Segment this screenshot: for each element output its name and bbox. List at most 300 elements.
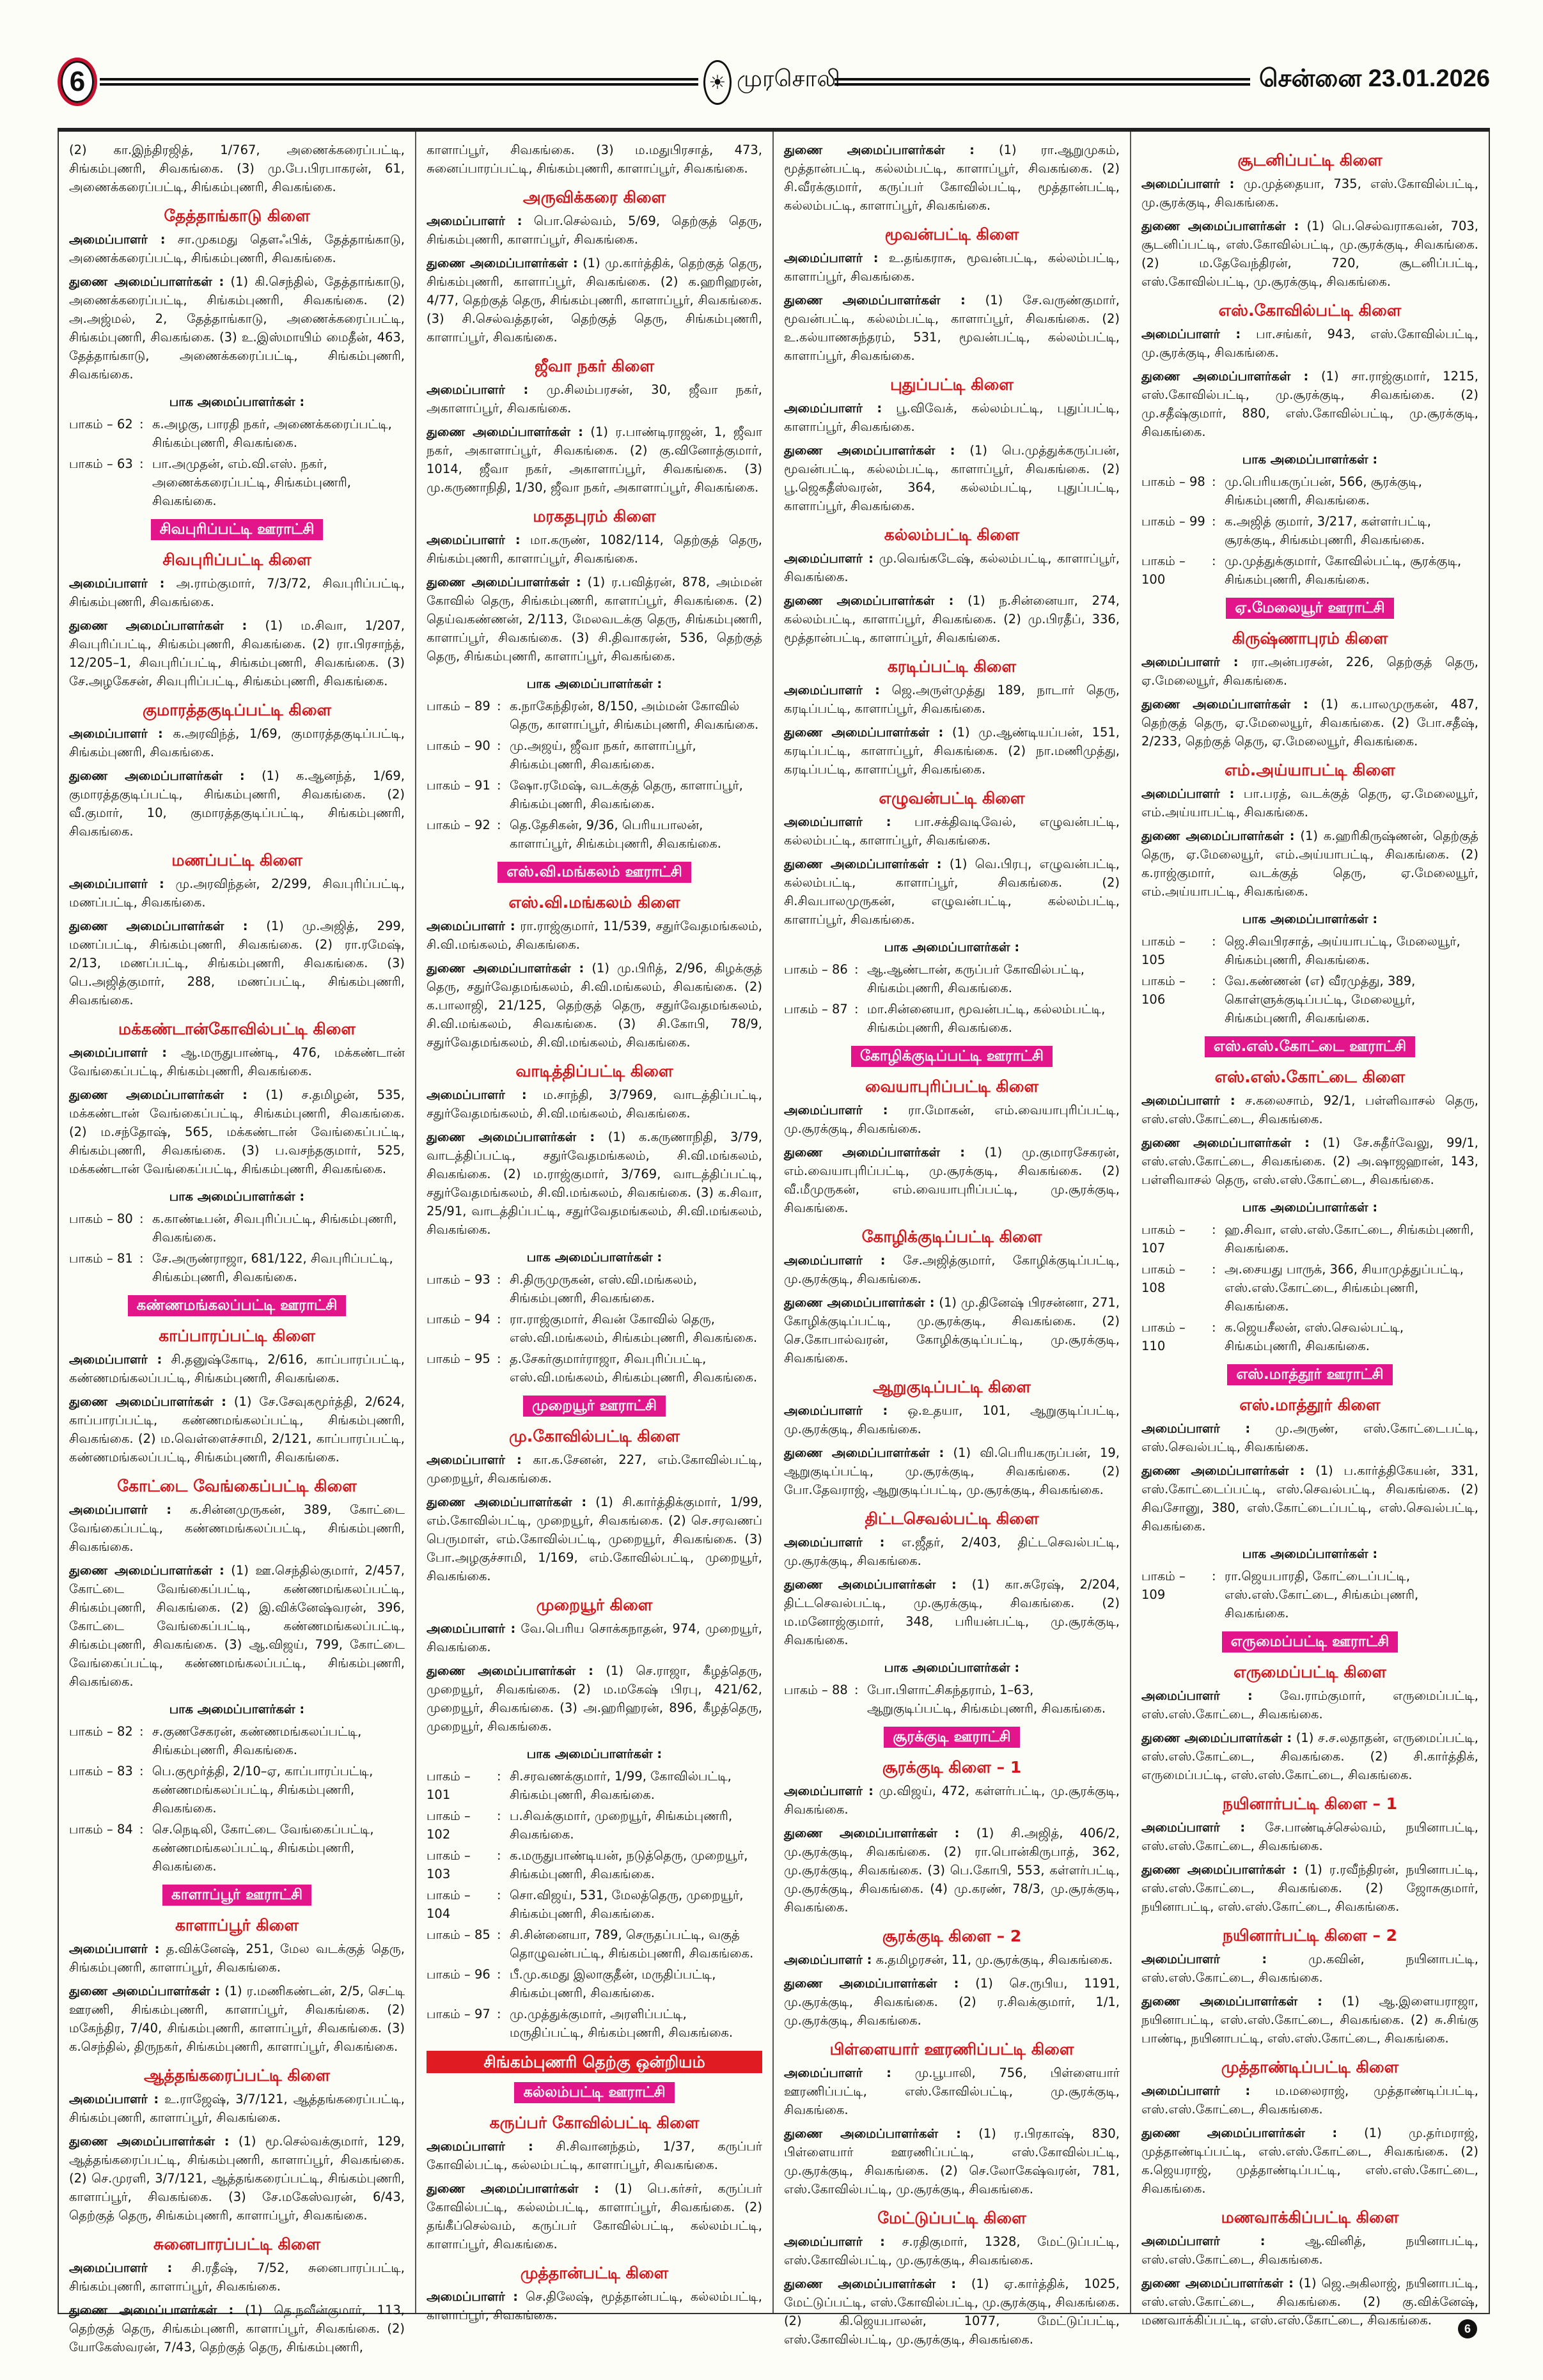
column-1	[59, 132, 416, 2354]
organizer-entry	[1141, 2081, 1478, 2119]
branch-heading: எஸ்.மாத்தூர் கிளை	[1239, 1396, 1381, 1414]
deputy-organizers-entry	[1141, 367, 1478, 441]
entry-label: துணை அமைப்பாளர்கள் :	[69, 768, 245, 783]
separator: :	[139, 1822, 144, 1837]
organizer-entry	[1141, 1686, 1478, 1723]
branch-heading: கருப்பர் கோவில்பட்டி கிளை	[489, 2113, 700, 2132]
entry-label: துணை அமைப்பாளர்கள் :	[1141, 1994, 1322, 2009]
entry-text: ச.ரதிகுமார், 1328, மேட்டுப்பட்டி, எஸ்.கோவில்பட்டி, மு.சூரக்குடி, சிவகங்கை.	[784, 2234, 1120, 2267]
organizer-entry	[784, 1101, 1120, 1138]
entry-text: காளாப்பூர், சிவகங்கை. (3) ம.மதுபிரசாத், 473, சுனைப்பாரப்பட்டி, சிங்கம்புணரி, காளாப்பூர், சிவகங்கை.	[427, 143, 762, 176]
separator: :	[139, 456, 144, 471]
booth-number: பாகம் – 84	[69, 1822, 133, 1837]
entry-text: சா.முகமது தௌஃபிக், தேத்தாங்காடு, அணைக்கரைப்பட்டி, சிங்கம்புணரி, சிவகங்கை.	[69, 232, 405, 265]
entry-text: உ.தங்கராசு, மூவன்பட்டி, கல்லம்பட்டி, காளாப்பூர், சிவகங்கை.	[784, 251, 1120, 284]
booth-organizer: ஜெ.சிவபிரசாத், அய்யாபட்டி, மேலையூர், சிங்கம்புணரி, சிவகங்கை.	[1225, 934, 1461, 967]
booth-organizer: சி.சின்னையா, 789, செருதப்பட்டி, வகுத் தொழுவன்பட்டி, சிங்கம்புணரி, சிவகங்கை.	[510, 1927, 754, 1961]
entry-text: (1) ம.சிவா, 1/207, சிவபுரிப்பட்டி, சிங்கம்புணரி, சிவகங்கை. (2) ரா.பிரசாந்த், 12/205–1, சிவபுரிப்பட்டி, சிங்கம்புணரி, சிவகங்கை. (3) சே.அழகேசன், சிவபுரிப்பட்டி, சிங்கம்புணரி, சிவகங்கை.	[69, 618, 405, 688]
separator: :	[854, 1002, 859, 1016]
entry-text: மு.சிலம்பரசன், 30, ஜீவா நகர், அகாளாப்பூர், சிவகங்கை.	[427, 382, 762, 416]
booth-number: பாகம் – 89	[427, 699, 490, 713]
entry-label: துணை அமைப்பாளர்கள் :	[1141, 697, 1308, 712]
masthead: முரசொலி	[737, 65, 840, 91]
booth-organizer: சி.சரவணக்குமார், 1/99, கோவில்பட்டி, சிங்கம்புணரி, சிவகங்கை.	[510, 1769, 732, 1802]
booth-entry	[427, 1270, 762, 1307]
entry-text: (1) ர.பாண்டிராஜன், 1, ஜீவா நகர், அகாளாப்பூர், சிவகங்கை. (2) கு.வினோத்குமார், 1014, ஜீவா நகர், அகாளாப்பூர், சிவகங்கை. (3) மு.கருணாநிதி, 1/30, ஜீவா நகர், அகாளாப்பூர், சிவகங்கை.	[427, 424, 763, 495]
organizer-entry	[69, 574, 405, 611]
booth-number: பாகம் – 92	[427, 818, 490, 832]
booth-entry	[427, 1807, 762, 1844]
entry-label: துணை அமைப்பாளர்கள் :	[427, 575, 581, 589]
separator: :	[1212, 554, 1216, 568]
entry-label: அமைப்பாளர் :	[69, 1352, 162, 1367]
branch-heading: புதுப்பட்டி கிளை	[890, 375, 1014, 394]
branch-heading: தேத்தாங்காடு கிளை	[164, 206, 310, 225]
panchayat-heading: எஸ்.எஸ்.கோட்டை ஊராட்சி	[1205, 1036, 1415, 1057]
entry-text: (1) ர.பிரகாஷ், 830, பிள்ளையார் ஊரணிப்பட்டி, எஸ்.கோவில்பட்டி, மு.சூரக்குடி, சிவகங்கை. (2) செ.லோகேஷ்வரன், 781, எஸ்.கோவில்பட்டி, மு.சூரக்குடி, சிவகங்கை.	[784, 2126, 1120, 2197]
deputy-organizers-entry	[1141, 1729, 1478, 1784]
entry-label: அமைப்பாளர் :	[1141, 786, 1235, 801]
entry-label: துணை அமைப்பாளர்கள் :	[784, 1445, 944, 1460]
booth-organizers-heading: பாக அமைப்பாளர்கள் :	[884, 1660, 1020, 1675]
organizer-entry	[1141, 1091, 1478, 1128]
booth-number: பாகம் – 97	[427, 2007, 490, 2021]
booth-organizer: ப.சிவக்குமார், முறையூர், சிங்கம்புணரி, சிவகங்கை.	[510, 1808, 733, 1842]
entry-label: துணை அமைப்பாளர்கள் :	[69, 1563, 224, 1578]
booth-number: பாகம் – 109	[1141, 1569, 1186, 1602]
organizer-entry	[427, 1451, 762, 1488]
booth-entry	[1141, 1260, 1478, 1316]
entry-text: (1) மு.தினேஷ் பிரசன்னா, 271, கோழிக்குடிப்பட்டி, மு.சூரக்குடி, சிவகங்கை. (2) செ.கோபால்வரன், கோழிக்குடிப்பட்டி, மு.சூரக்குடி, சிவகங்கை.	[784, 1295, 1120, 1365]
deputy-organizers-entry	[784, 855, 1120, 929]
entry-text: ம.மலைராஜ், முத்தாண்டிப்பட்டி, எஸ்.எஸ்.கோட்டை, சிவகங்கை.	[1141, 2083, 1478, 2117]
entry-text: (1) ந.சின்னையா, 274, கல்லம்பட்டி, காளாப்பூர், சிவகங்கை. (2) மு.பிரதீப், 336, மூத்தான்பட்டி, காளாப்பூர், சிவகங்கை.	[784, 593, 1120, 645]
entry-label: அமைப்பாளர் :	[784, 1952, 872, 1967]
entry-label: துணை அமைப்பாளர்கள் :	[1141, 1135, 1310, 1150]
organizer-entry	[427, 917, 762, 954]
booth-organizer: த.சேகர்குமார்ராஜா, சிவபுரிப்பட்டி, எஸ்.வி.மங்கலம், சிங்கம்புணரி, சிவகங்கை.	[510, 1351, 758, 1385]
entry-text: மு.கவின், நயினாபட்டி, எஸ்.எஸ்.கோட்டை, சிவகங்கை.	[1141, 1952, 1478, 1985]
booth-number: பாகம் – 62	[69, 417, 133, 432]
entry-label: துணை அமைப்பாளர்கள் :	[1141, 1862, 1298, 1877]
branch-heading: சிவபுரிப்பட்டி கிளை	[162, 550, 311, 569]
organizer-entry	[69, 1940, 405, 1977]
panchayat-heading: சிவபுரிப்பட்டி ஊராட்சி	[151, 519, 324, 540]
booth-entry	[427, 697, 762, 734]
separator: :	[139, 1251, 144, 1266]
branch-heading: சுனைபாரப்பட்டி கிளை	[153, 2235, 321, 2253]
entry-label: துணை அமைப்பாளர்கள் :	[1141, 219, 1299, 233]
deputy-organizers-entry	[69, 2301, 405, 2356]
entry-text: (1) சே.சுதீர்வேலு, 99/1, எஸ்.எஸ்.கோட்டை, சிவகங்கை. (2) அ.ஷாஜஹான், 143, பள்ளிவாசல் தெரு, எஸ்.எஸ்.கோட்டை, சிவகங்கை.	[1141, 1135, 1478, 1187]
entry-text: (1) சா.ராஜ்குமார், 1215, எஸ்.கோவில்பட்டி, மு.சூரக்குடி, சிவகங்கை. (2) மு.சதீஷ்குமார், 880, எஸ்.கோவில்பட்டி, மு.சூரக்குடி, சிவகங்கை.	[1141, 369, 1478, 439]
booth-number: பாகம் – 85	[427, 1927, 490, 1942]
organizer-entry	[1141, 1818, 1478, 1855]
entry-label: துணை அமைப்பாளர்கள் :	[784, 2276, 957, 2291]
entry-label: அமைப்பாளர் :	[427, 2139, 533, 2154]
booth-number: பாகம் – 99	[1141, 514, 1205, 529]
entry-text: ம.சாந்தி, 3/7969, வாடத்திப்பட்டி, சதுர்வேதமங்கலம், சி.வி.மங்கலம், சிவகங்கை.	[427, 1087, 762, 1121]
entry-label: அமைப்பாளர் :	[1141, 327, 1241, 341]
entry-label: துணை அமைப்பாளர்கள் :	[69, 274, 224, 289]
entry-text: (1) செ.ராஜா, கீழத்தெரு, முறையூர், சிவகங்கை. (2) ம.மகேஷ் பிரபு, 421/62, முறையூர், சிவகங்கை. (3) அ.ஹரிஹரன், 896, கீழத்தெரு, முறையூர், சிவகங்கை.	[427, 1663, 763, 1734]
entry-text: (1) கா.சுரேஷ், 2/204, திட்டசெவல்பட்டி, மு.சூரக்குடி, சிவகங்கை. (2) ம.மனோஜ்குமார், 348, பரியன்பட்டி, மு.சூரக்குடி, சிவகங்கை.	[784, 1577, 1120, 1647]
deputy-organizers-entry	[69, 1982, 405, 2056]
organizer-entry	[1141, 325, 1478, 362]
separator: :	[497, 1927, 501, 1942]
branch-heading: எஸ்.கோவில்பட்டி கிளை	[1218, 301, 1402, 320]
deputy-organizers-entry	[1141, 1461, 1478, 1536]
separator: :	[1212, 1262, 1216, 1277]
entry-label: அமைப்பாளர் :	[1141, 1820, 1246, 1835]
deputy-organizers-entry	[1141, 695, 1478, 751]
organizer-entry	[69, 2259, 405, 2296]
organizer-entry	[784, 1401, 1120, 1438]
panchayat-heading: கல்லம்பட்டி ஊராட்சி	[514, 2082, 674, 2103]
entry-text: (1) சே.வருண்குமார், மூவன்பட்டி, கல்லம்பட்டி, காளாப்பூர், சிவகங்கை. (2) உ.கல்யாணசுந்தரம், 531, மூவன்பட்டி, கல்லம்பட்டி, காளாப்பூர், சிவகங்கை.	[784, 293, 1120, 363]
deputy-organizers-entry	[784, 2124, 1120, 2198]
separator: :	[497, 1351, 501, 1366]
branch-heading: ஆறுகுடிப்பட்டி கிளை	[873, 1378, 1031, 1396]
separator: :	[497, 1312, 501, 1326]
booth-organizer: சொ.விஜய், 531, மேலத்தெரு, முறையூர், சிங்கம்புணரி, சிவகங்கை.	[510, 1888, 744, 1921]
separator: :	[139, 1211, 144, 1226]
organizer-entry	[784, 1533, 1120, 1570]
organizer-entry	[69, 230, 405, 267]
booth-number: பாகம் – 102	[427, 1808, 471, 1842]
entry-label: துணை அமைப்பாளர்கள் :	[784, 143, 975, 157]
entry-label: அமைப்பாளர் :	[427, 1087, 527, 1102]
booth-entry	[427, 1349, 762, 1387]
entry-text: (1) க.ஆனந்த், 1/69, குமாரத்தகுடிப்பட்டி, சிங்கம்புணரி, சிவகங்கை. (2) வீ.குமார், 10, குமாரத்தகுடிப்பட்டி, சிங்கம்புணரி, சிவகங்கை.	[69, 768, 405, 839]
booth-organizer: ச.குணசேகரன், கண்ணமங்கலப்பட்டி, சிங்கம்புணரி, சிவகங்கை.	[152, 1724, 362, 1757]
entry-label: துணை அமைப்பாளர்கள் :	[784, 443, 955, 458]
booth-organizer: மு.அஜய், ஜீவா நகர், காளாப்பூர், சிங்கம்புணரி, சிவகங்கை.	[510, 738, 696, 772]
header-rule-right	[834, 78, 1250, 86]
deputy-organizers-entry	[784, 291, 1120, 365]
entry-label: துணை அமைப்பாளர்கள் :	[784, 1976, 959, 1991]
booth-entry	[1141, 512, 1478, 549]
separator: :	[1212, 514, 1216, 529]
booth-organizer: பீ.மு.கமது இலாகுதீன், மருதிப்பட்டி, சிங்கம்புணரி, சிவகங்கை.	[510, 1967, 716, 2000]
deputy-organizers-entry	[1141, 2274, 1478, 2329]
organizer-entry	[784, 2064, 1120, 2119]
booth-number: பாகம் – 80	[69, 1211, 133, 1226]
branch-heading: முத்தாண்டிப்பட்டி கிளை	[1221, 2058, 1399, 2076]
entry-text: (1) மு.அஜித், 299, மணப்பட்டி, சிங்கம்புணரி, சிவகங்கை. (2) ரா.ரமேஷ், 2/13, மணப்பட்டி, சிங்கம்புணரி, சிவகங்கை. (3) பெ.அஜித்குமார், 288, மணப்பட்டி, சிங்கம்புணரி, சிவகங்கை.	[69, 919, 405, 1007]
entry-label: துணை அமைப்பாளர்கள் :	[784, 593, 954, 608]
branch-heading: முறையூர் கிளை	[536, 1596, 653, 1614]
organizer-entry	[784, 1251, 1120, 1288]
booth-entry	[69, 1762, 405, 1817]
entry-text: க.தமிழரசன், 11, மு.சூரக்குடி, சிவகங்கை.	[875, 1952, 1113, 1967]
entry-label: துணை அமைப்பாளர்கள் :	[69, 1087, 247, 1102]
entry-text: மா.கருண், 1082/114, தெற்குத் தெரு, சிங்கம்புணரி, காளாப்பூர், சிவகங்கை.	[427, 533, 762, 566]
entry-text: (1) ரா.ஆறுமுகம், மூத்தான்பட்டி, கல்லம்பட்டி, காளாப்பூர், சிவகங்கை. (2) சி.வீரக்குமார், கருப்பர் கோவில்பட்டி, மூத்தான்பட்டி, கல்லம்பட்டி, காளாப்பூர், சிவகங்கை.	[784, 143, 1120, 213]
branch-heading: எம்.அய்யாபட்டி கிளை	[1225, 761, 1395, 779]
booth-entry	[1141, 552, 1478, 589]
page-number-badge: 6	[58, 58, 97, 106]
panchayat-heading: காளாப்பூர் ஊராட்சி	[162, 1885, 311, 1906]
booth-entry	[427, 1767, 762, 1804]
organizer-entry	[1141, 1950, 1478, 1987]
separator: :	[497, 738, 501, 753]
entry-label: துணை அமைப்பாளர்கள் :	[427, 1663, 593, 1678]
deputy-organizers-entry	[427, 1128, 762, 1239]
entry-label: துணை அமைப்பாளர்கள் :	[784, 1826, 960, 1840]
entry-label: துணை அமைப்பாளர்கள் :	[784, 1145, 966, 1160]
organizer-entry	[427, 380, 762, 417]
entry-text: (1) ச.ச.லதாதன், எருமைப்பட்டி, எஸ்.எஸ்.கோட்டை, சிவகங்கை. (2) சி.கார்த்திக், எருமைப்பட்டி, எஸ்.எஸ்.கோட்டை, சிவகங்கை.	[1141, 1731, 1478, 1782]
deputy-organizers-entry	[784, 441, 1120, 515]
entry-label: அமைப்பாளர் :	[427, 919, 515, 933]
entry-label: அமைப்பாளர் :	[1141, 1093, 1235, 1108]
entry-label: துணை அமைப்பாளர்கள் :	[69, 1394, 226, 1409]
separator: :	[1212, 1569, 1216, 1583]
deputy-organizers-entry	[427, 423, 762, 497]
header-rule-left	[100, 78, 698, 86]
booth-organizer: சி.திருமுருகன், எஸ்.வி.மங்கலம், சிங்கம்புணரி, சிவகங்கை.	[510, 1272, 698, 1305]
entry-text: (1) சி.அஜித், 406/2, மு.சூரக்குடி, சிவகங்கை. (2) ரா.பொன்கிருபாத், 362, மு.சூரக்குடி, சிவகங்கை. (3) பெ.கோபி, 553, கள்ளர்பட்டி, மு.சூரக்குடி, சிவகங்கை. (4) மு.கரண், 78/3, மு.சூரக்குடி, சிவகங்கை.	[784, 1826, 1120, 1915]
branch-heading: கோட்டை வேங்கைப்பட்டி கிளை	[117, 1477, 357, 1495]
branch-heading: குமாரத்தகுடிப்பட்டி கிளை	[142, 701, 332, 719]
booth-number: பாகம் – 90	[427, 738, 490, 753]
entry-text: (1) மூ.செல்வக்குமார், 129, ஆத்தங்கரைப்பட்டி, சிங்கம்புணரி, காளாப்பூர், சிவகங்கை. (2) செ.முரளி, 3/7/121, ஆத்தங்கரைப்பட்டி, சிங்கம்புணரி, காளாப்பூர், சிவகங்கை. (3) சே.மகேஸ்வரன், 6/43, தெற்குத் தெரு, சிங்கம்புணரி, காளாப்பூர், சிவகங்கை.	[69, 2134, 405, 2223]
entry-text: பா.சங்கர், 943, எஸ்.கோவில்பட்டி, மு.சூரக்குடி, சிவகங்கை.	[1141, 327, 1478, 360]
entry-label: அமைப்பாளர் :	[1141, 1952, 1267, 1966]
entry-label: அமைப்பாளர் :	[784, 1103, 888, 1117]
booth-organizers-heading: பாக அமைப்பாளர்கள் :	[526, 676, 662, 691]
booth-number: பாகம் – 96	[427, 1967, 490, 1982]
booth-number: பாகம் – 93	[427, 1272, 490, 1287]
booth-organizer: செ.நெடிலி, கோட்டை வேங்கைப்பட்டி, கண்ணமங்கலப்பட்டி, சிங்கம்புணரி, சிவகங்கை.	[152, 1822, 374, 1874]
branch-heading: எருமைப்பட்டி கிளை	[1234, 1663, 1386, 1681]
entry-text: மு.அருண், எஸ்.கோட்டைபட்டி, எஸ்.செவல்பட்டி, சிவகங்கை.	[1141, 1421, 1478, 1454]
branch-heading: வையாபுரிப்பட்டி கிளை	[865, 1077, 1039, 1096]
organizer-entry	[427, 212, 762, 249]
booth-organizer: க.நாகேந்திரன், 8/150, அம்மன் கோவில் தெரு, காளாப்பூர், சிங்கம்புணரி, சிவகங்கை.	[510, 699, 759, 732]
booth-number: பாகம் – 63	[69, 456, 133, 471]
booth-organizer: தெ.தேசிகன், 9/36, பெரியபாலன், காளாப்பூர், சிங்கம்புணரி, சிவகங்கை.	[510, 818, 721, 851]
separator: :	[854, 962, 859, 977]
entry-label: துணை அமைப்பாளர்கள் :	[427, 1495, 587, 1509]
booth-organizer: ஷோ.ரமேஷ், வடக்குத் தெரு, காளாப்பூர், சிங்கம்புணரி, சிவகங்கை.	[510, 778, 743, 811]
branch-heading: மரகதபுரம் கிளை	[533, 507, 656, 525]
booth-entry	[427, 1846, 762, 1883]
branch-heading: ஆத்தங்கரைப்பட்டி கிளை	[143, 2066, 331, 2085]
entry-label: துணை அமைப்பாளர்கள் :	[1141, 1731, 1292, 1745]
deputy-organizers-entry	[784, 723, 1120, 779]
booth-entry	[1141, 932, 1478, 969]
organizer-entry	[1141, 175, 1478, 212]
deputy-organizers-entry	[427, 2179, 762, 2253]
booth-entry	[1141, 1220, 1478, 1257]
panchayat-heading: ஏ.மேலையூர் ஊராட்சி	[1226, 598, 1393, 619]
branch-heading: சூரக்குடி கிளை – 2	[882, 1927, 1022, 1945]
column-4	[1131, 132, 1489, 2328]
booth-number: பாகம் – 81	[69, 1251, 133, 1266]
deputy-organizers-entry	[1141, 1133, 1478, 1189]
entry-label: துணை அமைப்பாளர்கள் :	[69, 618, 247, 633]
booth-number: பாகம் – 110	[1141, 1320, 1186, 1353]
entry-text: (1) வி.பெரியகருப்பன், 19, ஆறுகுடிப்பட்டி, மு.சூரக்குடி, சிவகங்கை. (2) போ.தேவராஜ், ஆறுகுடிப்பட்டி, மு.சூரக்குடி, சிவகங்கை.	[784, 1445, 1120, 1497]
entry-text: (1) க.ஹரிகிருஷ்ணன், தெற்குத் தெரு, ஏ.மேலையூர், எம்.அய்யாபட்டி, சிவகங்கை. (2) க.ராஜ்குமார், வடக்குத் தெரு, ஏ.மேலையூர், எம்.அய்யாபட்டி, சிவகங்கை.	[1141, 828, 1478, 899]
entry-text: ஆ.வினித், நயினாபட்டி, எஸ்.எஸ்.கோட்டை, சிவகங்கை.	[1141, 2234, 1478, 2267]
entry-text: (1) செ.ருபிய, 1191, மு.சூரக்குடி, சிவகங்கை. (2) ர.சிவக்குமார், 1/1, மு.சூரக்குடி, சிவகங்கை.	[784, 1976, 1120, 2028]
branch-heading: எஸ்.எஸ்.கோட்டை கிளை	[1214, 1068, 1406, 1086]
branch-heading: மு.கோவில்பட்டி கிளை	[508, 1427, 680, 1445]
booth-entry	[427, 1310, 762, 1347]
organizer-entry	[784, 249, 1120, 286]
entry-text: (2) கா.இந்திரஜித், 1/767, அணைக்கரைப்பட்டி, சிங்கம்புணரி, சிவகங்கை. (3) மு.பே.பிரபாகரன், 61, அணைக்கரைப்பட்டி, சிங்கம்புணரி, சிவகங்கை.	[69, 143, 405, 194]
entry-text: (1) மு.கார்த்திக், தெற்குத் தெரு, சிங்கம்புணரி, காளாப்பூர், சிவகங்கை. (2) க.ஹரிஹரன், 4/77, தெற்குத் தெரு, சிங்கம்புணரி, காளாப்பூர், சிவகங்கை. (3) சி.செல்வத்தரன், தெற்குத் தெரு, சிங்கம்புணரி, காளாப்பூர், சிவகங்கை.	[427, 256, 762, 345]
entry-text: (1) ப.கார்த்திகேயன், 331, எஸ்.கோட்டைப்பட்டி, எஸ்.செவல்பட்டி, சிவகங்கை. (2) சிவசோனு, 380, எஸ்.கோட்டைப்பட்டி, எஸ்.செவல்பட்டி, சிவகங்கை.	[1141, 1463, 1479, 1534]
entry-text: வே.ராம்குமார், எருமைப்பட்டி, எஸ்.எஸ்.கோட்டை, சிவகங்கை.	[1141, 1688, 1478, 1722]
entry-label: அமைப்பாளர் :	[784, 1784, 873, 1798]
panchayat-heading: கண்ணமங்கலப்பட்டி ஊராட்சி	[128, 1295, 347, 1316]
entry-text: பொ.செல்வம், 5/69, தெற்குத் தெரு, சிங்கம்புணரி, காளாப்பூர், சிவகங்கை.	[427, 214, 762, 247]
booth-organizer: சே.அருண்ராஜா, 681/122, சிவபுரிப்பட்டி, சிங்கம்புணரி, சிவகங்கை.	[152, 1251, 393, 1284]
organizer-entry	[1141, 653, 1478, 690]
entry-text: சே.பாண்டிச்செல்வம், நயினாபட்டி, எஸ்.எஸ்.கோட்டை, சிவகங்கை.	[1141, 1820, 1478, 1853]
entry-text: மு.பூபாலி, 756, பிள்ளையார் ஊரணிப்பட்டி, எஸ்.கோவில்பட்டி, மு.சூரக்குடி, சிவகங்கை.	[784, 2065, 1120, 2117]
branch-heading: கரடிப்பட்டி கிளை	[887, 657, 1017, 676]
entry-text: பா.சக்திவடிவேல், எழுவன்பட்டி, கல்லம்பட்டி, காளாப்பூர், சிவகங்கை.	[784, 814, 1120, 848]
entry-text: ரா.மோகன், எம்.வையாபுரிப்பட்டி, மு.சூரக்குடி, சிவகங்கை.	[784, 1103, 1120, 1136]
branch-heading: கிருஷ்ணாபுரம் கிளை	[1232, 629, 1388, 648]
entry-text: அ.ராம்குமார், 7/3/72, சிவபுரிப்பட்டி, சிங்கம்புணரி, சிவகங்கை.	[69, 576, 405, 609]
separator: :	[139, 1724, 144, 1739]
panchayat-heading: எஸ்.வி.மங்கலம் ஊராட்சி	[497, 862, 691, 883]
branch-heading: நயினார்பட்டி கிளை – 1	[1222, 1794, 1398, 1813]
deputy-organizers-entry	[69, 1392, 405, 1466]
branch-heading: ஜீவா நகர் கிளை	[534, 357, 655, 375]
entry-label: அமைப்பாளர் :	[784, 814, 891, 829]
deputy-organizers-entry	[784, 1824, 1120, 1917]
deputy-organizers-entry	[69, 616, 405, 690]
booth-number: பாகம் – 100	[1141, 554, 1186, 587]
entry-text: (1) ர.பவித்ரன், 878, அம்மன் கோவில் தெரு, சிங்கம்புணரி, காளாப்பூர், சிவகங்கை. (2) தெய்வகண்ணன், 2/113, மேலவடக்கு தெரு, சிங்கம்புணரி, காளாப்பூர், சிவகங்கை. (3) சி.திவாகரன், 536, தெற்குத் தெரு, சிங்கம்புணரி, காளாப்பூர், சிவகங்கை.	[427, 575, 762, 664]
booth-organizer: மு.பெரியகருப்பன், 566, சூரக்குடி, சிங்கம்புணரி, சிவகங்கை.	[1225, 474, 1422, 508]
entry-text: (1) க.கருணாநிதி, 3/79, வாடத்திப்பட்டி, சதுர்வேதமங்கலம், சி.வி.மங்கலம், சிவகங்கை. (2) ம.ராஜ்குமார், 3/769, வாடத்திப்பட்டி, சதுர்வேதமங்கலம், சி.வி.மங்கலம், சிவகங்கை. (3) க.சிவா, 25/91, வாடத்திப்பட்டி, சதுர்வேதமங்கலம், சி.வி.மங்கலம், சிவகங்கை.	[427, 1130, 762, 1237]
entry-label: துணை அமைப்பாளர்கள் :	[427, 2181, 599, 2196]
booth-entry	[427, 2005, 762, 2042]
branch-heading: மணவாக்கிப்பட்டி கிளை	[1221, 2208, 1399, 2227]
entry-label: துணை அமைப்பாளர்கள் :	[784, 857, 942, 871]
deputy-organizers-entry	[69, 2132, 405, 2225]
entry-label: துணை அமைப்பாளர்கள் :	[69, 2134, 230, 2149]
entry-label: அமைப்பாளர் :	[784, 1253, 886, 1268]
deputy-organizers-entry	[1141, 217, 1478, 291]
organizer-entry	[427, 2287, 762, 2324]
entry-text: உ.ராஜேஷ், 3/7/121, ஆத்தங்கரைப்பட்டி, சிங்கம்புணரி, காளாப்பூர், சிவகங்கை.	[69, 2092, 405, 2125]
organizer-entry	[427, 531, 762, 568]
organizer-entry	[69, 2090, 405, 2127]
footer-page-number: 6	[1458, 2319, 1477, 2338]
deputy-organizers-entry	[784, 141, 1120, 215]
deputy-organizers-entry	[1141, 1992, 1478, 2048]
branch-heading: வாடித்திப்பட்டி கிளை	[515, 1062, 673, 1080]
booth-entry	[69, 1820, 405, 1876]
page-header	[58, 56, 1490, 107]
entry-text: (1) பெ.முத்துக்கருப்பன், மூவன்பட்டி, கல்லம்பட்டி, காளாப்பூர், சிவகங்கை. (2) பூ.ஜெகதீஸ்வரன், 364, கல்லம்பட்டி, புதுப்பட்டி, காளாப்பூர், சிவகங்கை.	[784, 443, 1120, 513]
booth-entry	[427, 736, 762, 774]
branch-heading: நயினார்பட்டி கிளை – 2	[1222, 1926, 1398, 1945]
entry-text: பா.பரத், வடக்குத் தெரு, ஏ.மேலையூர், எம்.அய்யாபட்டி, சிவகங்கை.	[1141, 786, 1478, 820]
organizer-entry	[784, 549, 1120, 586]
deputy-organizers-entry	[784, 2275, 1120, 2349]
booth-entry	[427, 776, 762, 813]
entry-label: அமைப்பாளர் :	[1141, 1421, 1251, 1436]
organizer-entry	[427, 2137, 762, 2174]
booth-organizers-heading: பாக அமைப்பாளர்கள் :	[169, 1702, 305, 1716]
union-banner: சிங்கம்புணரி தெற்கு ஒன்றியம்	[427, 2051, 762, 2073]
organizer-entry	[784, 1950, 1120, 1969]
entry-label: துணை அமைப்பாளர்கள் :	[427, 1130, 595, 1144]
booth-entry	[69, 455, 405, 510]
booth-entry	[784, 960, 1120, 997]
booth-entry	[427, 816, 762, 853]
entry-text: எ.ஜீதர், 2/403, திட்டசெவல்பட்டி, மு.சூரக்குடி, சிவகங்கை.	[784, 1535, 1120, 1568]
branch-heading: திட்டசெவல்பட்டி கிளை	[865, 1509, 1039, 1528]
booth-organizer: ரா.ஜெயபாரதி, கோட்டைப்பட்டி, எஸ்.எஸ்.கோட்டை, சிங்கம்புணரி, சிவகங்கை.	[1225, 1569, 1419, 1621]
deputy-organizers-entry	[784, 1143, 1120, 1217]
entry-label: அமைப்பாளர் :	[427, 382, 529, 397]
booth-number: பாகம் – 91	[427, 778, 490, 793]
entry-label: துணை அமைப்பாளர்கள் :	[427, 961, 584, 976]
deputy-organizers-entry	[1141, 2124, 1478, 2198]
booth-organizers-heading: பாக அமைப்பாளர்கள் :	[1242, 1546, 1378, 1561]
entry-text: வே.பெரிய சொக்கநாதன், 974, முறையூர், சிவகங்கை.	[427, 1621, 763, 1654]
entry-label: அமைப்பாளர் :	[784, 1535, 885, 1550]
entry-text: க.அரவிந்த், 1/69, குமாரத்தகுடிப்பட்டி, சிங்கம்புணரி, சிவகங்கை.	[69, 726, 405, 759]
column-2	[416, 132, 774, 2322]
entry-label: துணை அமைப்பாளர்கள் :	[784, 725, 944, 740]
booth-entry	[69, 1722, 405, 1759]
booth-number: பாகம் – 82	[69, 1724, 133, 1739]
entry-label: அமைப்பாளர் :	[69, 726, 163, 741]
branch-heading: சூரக்குடி கிளை – 1	[882, 1758, 1022, 1777]
entry-text: (1) கி.செந்தில், தேத்தாங்காடு, அணைக்கரைப்பட்டி, சிங்கம்புணரி, சிவகங்கை. (2) அ.அஜ்மல், 2, தேத்தாங்காடு, அணைக்கரைப்பட்டி, சிங்கம்புணரி, சிவகங்கை. (3) உ.இஸ்மாயிம் மைதீன், 463, தேத்தாங்காடு, அணைக்கரைப்பட்டி, சிங்கம்புணரி, சிவகங்கை.	[69, 274, 405, 382]
entry-label: அமைப்பாளர் :	[1141, 1688, 1253, 1703]
booth-organizer: க.அழகு, பாரதி நகர், அணைக்கரைப்பட்டி, சிங்கம்புணரி, சிவகங்கை.	[152, 417, 392, 450]
booth-number: பாகம் – 108	[1141, 1262, 1186, 1295]
entry-label: துணை அமைப்பாளர்கள் :	[1141, 369, 1309, 384]
entry-label: அமைப்பாளர் :	[69, 1941, 160, 1956]
entry-label: அமைப்பாளர் :	[784, 551, 873, 566]
organizer-entry	[784, 681, 1120, 718]
branch-heading: மணப்பட்டி கிளை	[171, 851, 302, 869]
entry-label: அமைப்பாளர் :	[1141, 176, 1235, 191]
entry-text: (1) சி.கார்த்திக்குமார், 1/99, எம்.கோவில்பட்டி, முறையூர், சிவகங்கை. (2) செ.சரவணப் பெருமாள், எம்.கோவில்பட்டி, முறையூர், சிவகங்கை. (3) போ.அழகுச்சாமி, 1/169, எம்.கோவில்பட்டி, முறையூர், சிவகங்கை.	[427, 1495, 762, 1583]
branch-heading: அருவிக்கரை கிளை	[522, 188, 666, 206]
deputy-organizers-entry	[427, 573, 762, 665]
branch-heading: சூடனிப்பட்டி கிளை	[1237, 151, 1382, 169]
booth-number: பாகம் – 103	[427, 1848, 471, 1881]
booth-organizer: மு.முத்துக்குமார், அரளிப்பட்டி, மருதிப்பட்டி, சிங்கம்புணரி, சிவகங்கை.	[510, 2007, 733, 2040]
booth-organizer: போ.பிளாட்சிகந்தராம், 1–63, ஆறுகுடிப்பட்டி, சிங்கம்புணரி, சிவகங்கை.	[867, 1683, 1106, 1716]
booth-entry	[69, 415, 405, 452]
entry-label: அமைப்பாளர் :	[1141, 2234, 1265, 2248]
entry-text: (1) ஜெ.அகிலாஜ், நயினாபட்டி, எஸ்.எஸ்.கோட்டை, சிவகங்கை. (2) கு.விக்னேஷ், மணவாக்கிப்பட்டி, எஸ்.எஸ்.கோட்டை, சிவகங்கை.	[1141, 2276, 1478, 2328]
panchayat-heading: எருமைப்பட்டி ஊராட்சி	[1222, 1631, 1398, 1653]
entry-text: கா.க.சேனன், 227, எம்.கோவில்பட்டி, முறையூர், சிவகங்கை.	[427, 1452, 762, 1486]
deputy-organizers-entry	[69, 917, 405, 1009]
separator: :	[1212, 1320, 1216, 1335]
booth-number: பாகம் – 86	[784, 962, 848, 977]
deputy-organizers-entry	[1141, 827, 1478, 901]
entry-text: ஒ.உதயா, 101, ஆறுகுடிப்பட்டி, மு.சூரக்குடி, சிவகங்கை.	[784, 1403, 1120, 1436]
